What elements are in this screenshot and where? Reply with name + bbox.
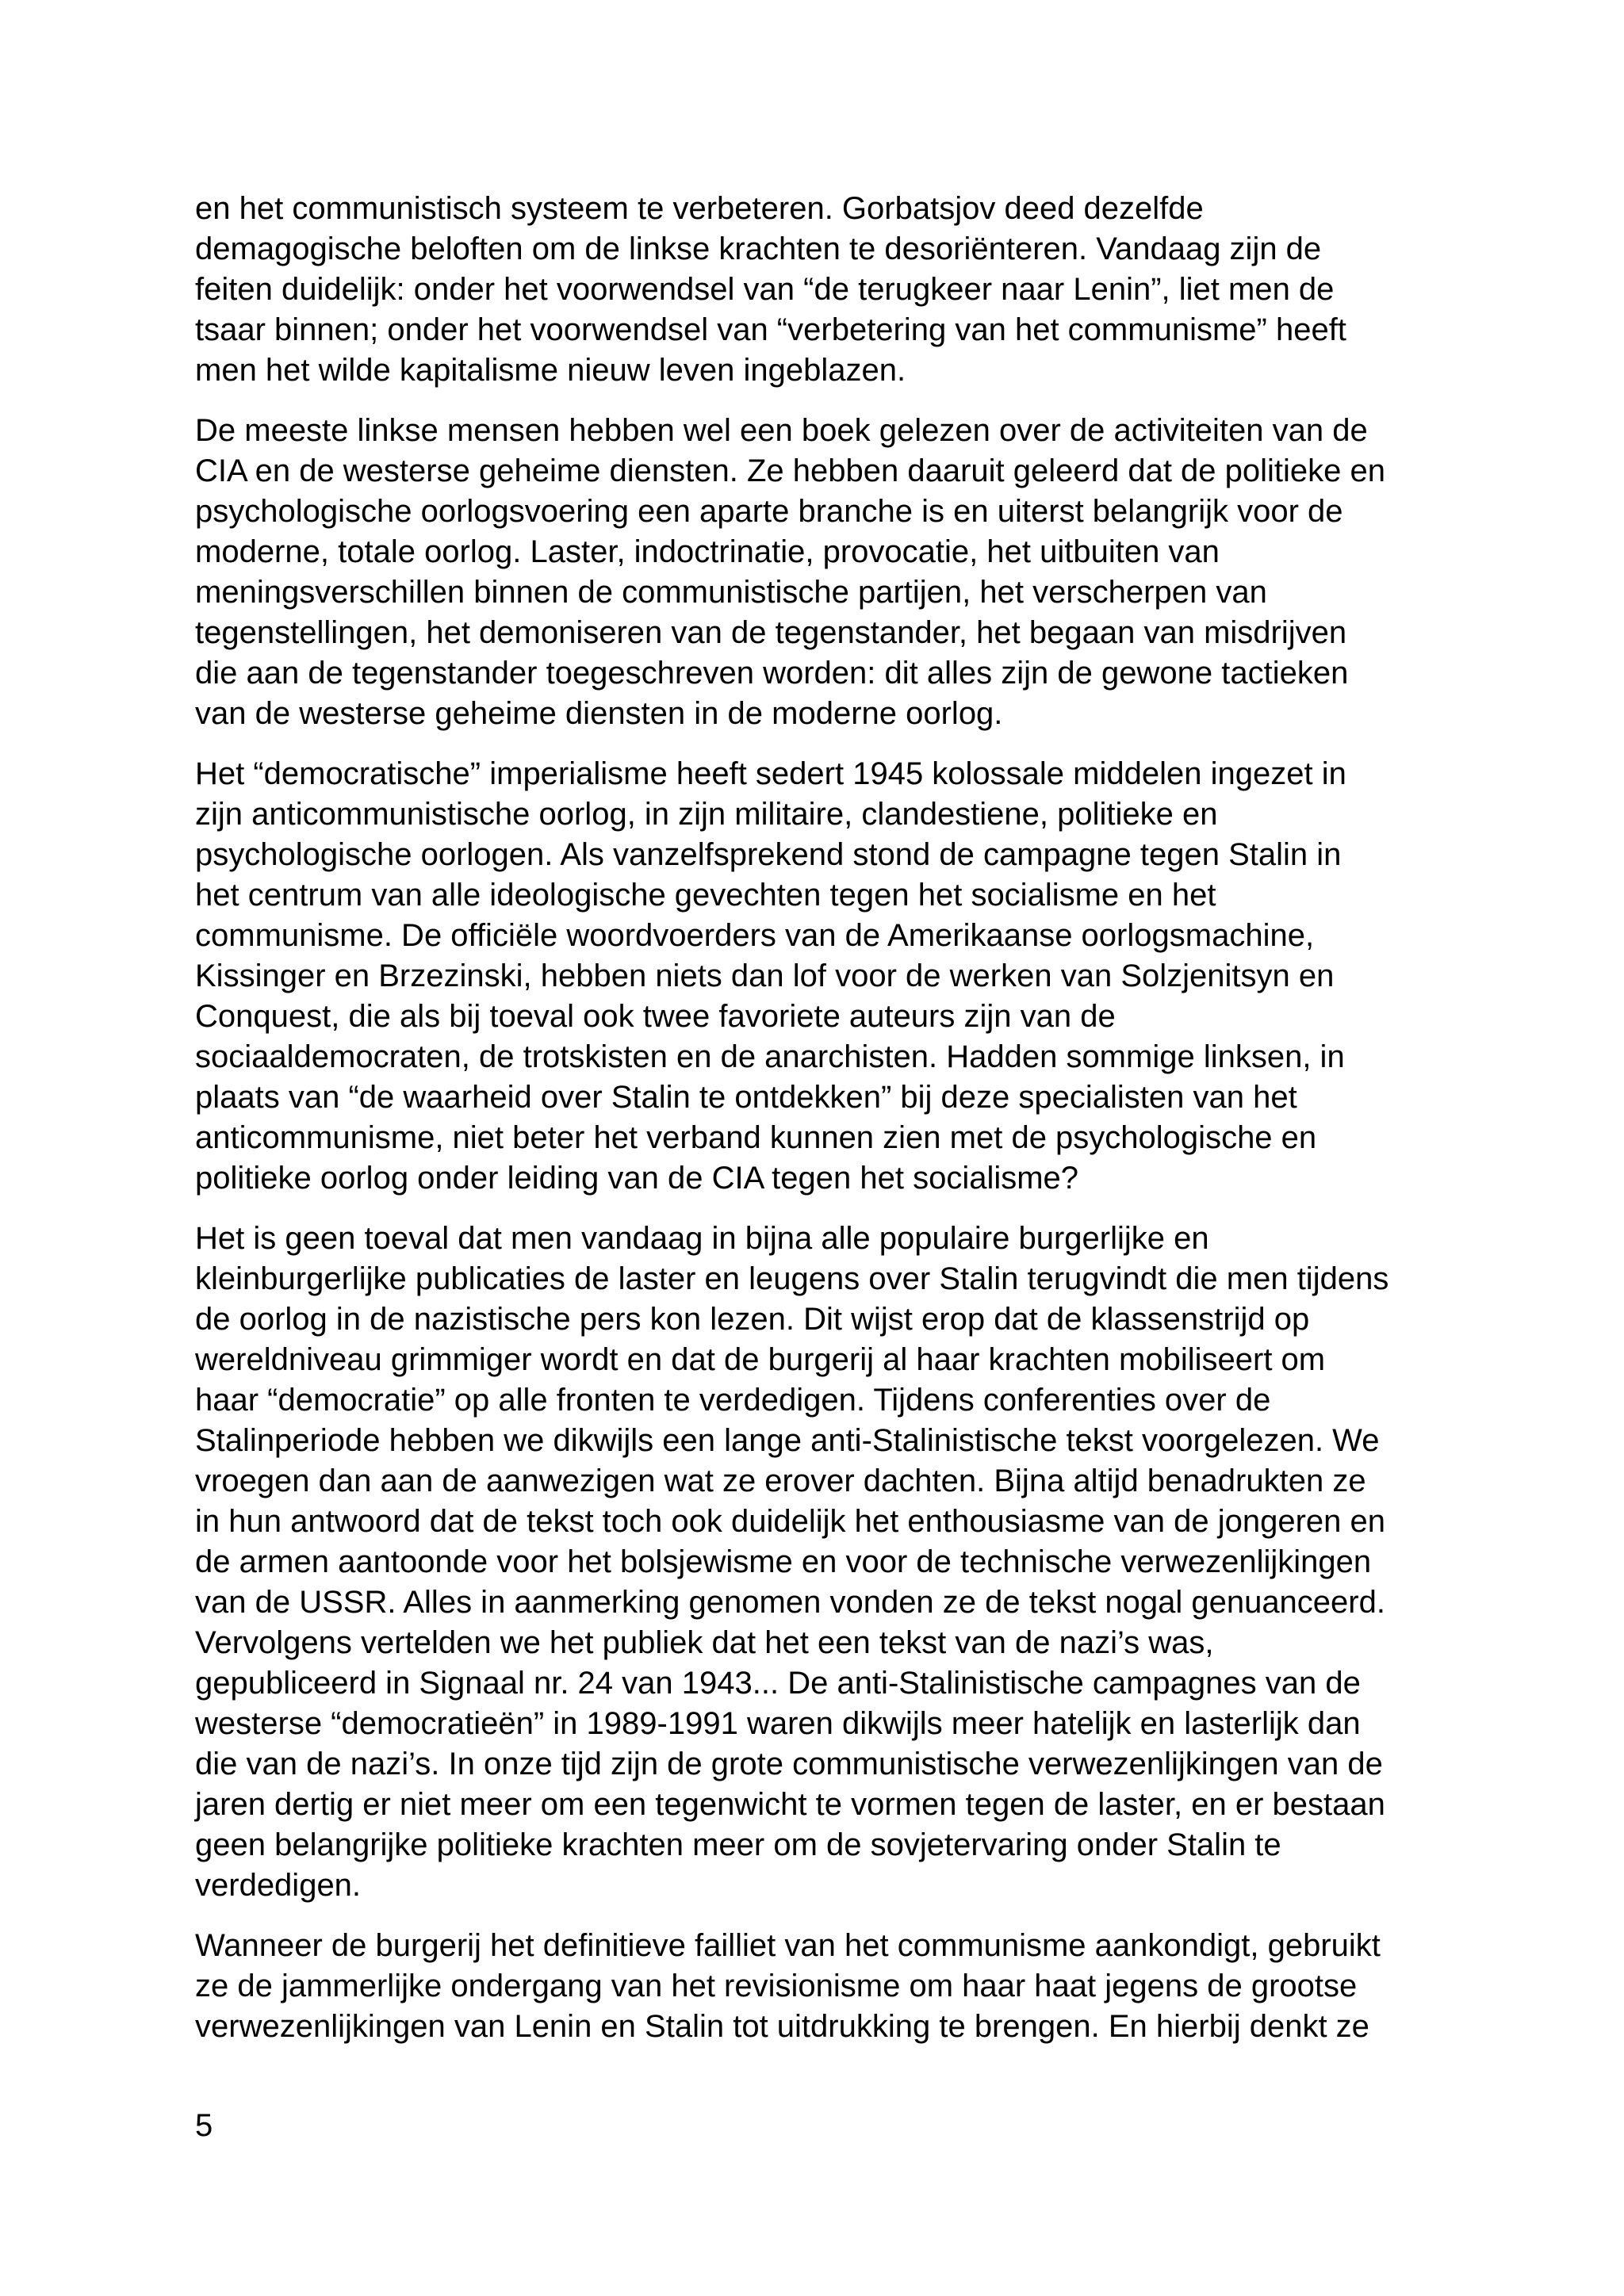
text-line: moderne, totale oorlog. Laster, indoctrinatie, provocatie, het uitbuiten van — [195, 534, 1220, 569]
text-line: het centrum van alle ideologische gevechten tegen het socialisme en het — [195, 878, 1216, 913]
text-line: die van de nazi’s. In onze tijd zijn de grote communistische verwezenlijkingen van de — [195, 1747, 1383, 1781]
text-line: verdedigen. — [195, 1868, 362, 1903]
text-line: Wanneer de burgerij het definitieve failliet van het communisme aankondigt, gebruikt — [195, 1928, 1381, 1963]
text-line: men het wilde kapitalisme nieuw leven ingeblazen. — [195, 353, 906, 388]
text-line: Conquest, die als bij toeval ook twee favoriete auteurs zijn van de — [195, 999, 1116, 1034]
text-line: anticommunisme, niet beter het verband kunnen zien met de psychologische en — [195, 1120, 1317, 1155]
text-line: Kissinger en Brzezinski, hebben niets dan lof voor de werken van Solzjenitsyn en — [195, 959, 1335, 993]
text-line: CIA en de westerse geheime diensten. Ze hebben daaruit geleerd dat de politieke en — [195, 453, 1386, 488]
text-line: ze de jammerlijke ondergang van het revisionisme om haar haat jegens de grootse — [195, 1969, 1358, 2003]
text-line: meningsverschillen binnen de communistische partijen, het verscherpen van — [195, 575, 1267, 610]
text-line: tsaar binnen; onder het voorwendsel van “verbetering van het communisme” heeft — [195, 312, 1346, 347]
text-line: jaren dertig er niet meer om een tegenwicht te vormen tegen de laster, en er bestaan — [195, 1787, 1385, 1822]
text-line: demagogische beloften om de linkse krachten te desoriënteren. Vandaag zijn de — [195, 232, 1322, 266]
text-line: de armen aantoonde voor het bolsjewisme en voor de technische verwezenlijkingen — [195, 1544, 1372, 1579]
text-line: zijn anticommunistische oorlog, in zijn militaire, clandestiene, politieke en — [195, 797, 1218, 832]
paragraph — [195, 754, 1448, 1199]
text-line: kleinburgerlijke publicaties de laster en leugens over Stalin terugvindt die men tijdens — [195, 1261, 1389, 1296]
text-line: psychologische oorlogsvoering een aparte branche is en uiterst belangrijk voor de — [195, 494, 1343, 529]
text-line: gepubliceerd in Signaal nr. 24 van 1943... De anti-Stalinistische campagnes van de — [195, 1666, 1361, 1701]
text-line: Het “democratische” imperialisme heeft sedert 1945 kolossale middelen ingezet in — [195, 756, 1346, 791]
text-line: die aan de tegenstander toegeschreven worden: dit alles zijn de gewone tactieken — [195, 656, 1349, 691]
text-line: westerse “democratieën” in 1989-1991 waren dikwijls meer hatelijk en lasterlijk dan — [195, 1706, 1361, 1741]
text-line: de oorlog in de nazistische pers kon lezen. Dit wijst erop dat de klassenstrijd op — [195, 1302, 1310, 1337]
text-line: feiten duidelijk: onder het voorwendsel van “de terugkeer naar Lenin”, liet men de — [195, 272, 1335, 307]
paragraph — [195, 411, 1448, 734]
text-line: haar “democratie” op alle fronten te verdedigen. Tijdens conferenties over de — [195, 1383, 1271, 1418]
text-line: Vervolgens vertelden we het publiek dat het een tekst van de nazi’s was, — [195, 1625, 1214, 1660]
text-line: wereldniveau grimmiger wordt en dat de burgerij al haar krachten mobiliseert om — [195, 1342, 1326, 1377]
text-line: psychologische oorlogen. Als vanzelfsprekend stond de campagne tegen Stalin in — [195, 837, 1342, 872]
text-line: De meeste linkse mensen hebben wel een boek gelezen over de activiteiten van de — [195, 413, 1368, 448]
text-line: sociaaldemocraten, de trotskisten en de anarchisten. Hadden sommige linksen, in — [195, 1039, 1345, 1074]
text-line: communisme. De officiële woordvoerders van de Amerikaanse oorlogsmachine, — [195, 918, 1315, 953]
text-line: van de USSR. Alles in aanmerking genomen vonden ze de tekst nogal genuanceerd. — [195, 1585, 1385, 1620]
text-line: Stalinperiode hebben we dikwijls een lange anti-Stalinistische tekst voorgelezen. We — [195, 1423, 1380, 1458]
page-number: 5 — [195, 2108, 213, 2143]
text-line: Het is geen toeval dat men vandaag in bijna alle populaire burgerlijke en — [195, 1221, 1209, 1256]
paragraph — [195, 189, 1448, 391]
paragraph — [195, 1926, 1448, 2047]
text-line: in hun antwoord dat de tekst toch ook duidelijk het enthousiasme van de jongeren en — [195, 1504, 1386, 1539]
paragraph — [195, 1219, 1448, 1906]
text-line: geen belangrijke politieke krachten meer om de sovjetervaring onder Stalin te — [195, 1827, 1281, 1862]
text-line: politieke oorlog onder leiding van de CIA tegen het socialisme? — [195, 1161, 1079, 1196]
text-line: vroegen dan aan de aanwezigen wat ze erover dachten. Bijna altijd benadrukten ze — [195, 1464, 1366, 1498]
text-line: plaats van “de waarheid over Stalin te ontdekken” bij deze specialisten van het — [195, 1080, 1297, 1115]
text-line: verwezenlijkingen van Lenin en Stalin tot uitdrukking te brengen. En hierbij denkt ze — [195, 2009, 1369, 2044]
text-line: tegenstellingen, het demoniseren van de tegenstander, het begaan van misdrijven — [195, 615, 1347, 650]
body-text — [195, 189, 1448, 2067]
text-line: van de westerse geheime diensten in de moderne oorlog. — [195, 696, 1003, 731]
text-line: en het communistisch systeem te verbeteren. Gorbatsjov deed dezelfde — [195, 191, 1204, 226]
